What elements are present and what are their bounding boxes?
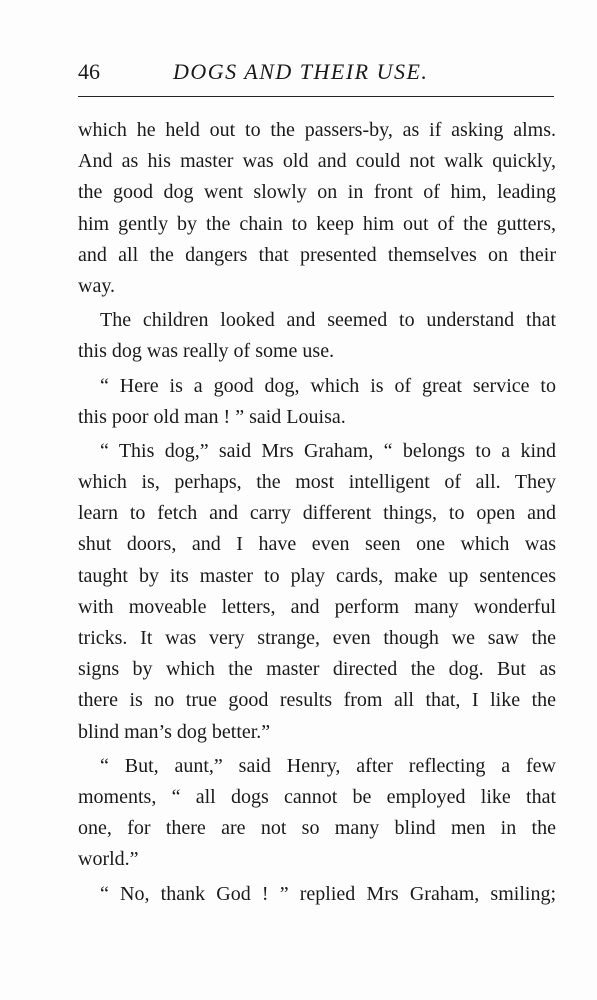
text-line: world.”	[78, 848, 139, 871]
text-line: moments, “ all dogs cannot be employed like that	[78, 785, 556, 808]
text-line: the good dog went slowly on in front of him, leading	[78, 181, 556, 204]
text-line: “ No, thank God ! ” replied Mrs Graham, smiling;	[100, 882, 556, 905]
text-line: him gently by the chain to keep him out of the gutters,	[78, 212, 556, 235]
text-line: with moveable letters, and perform many wonderful	[78, 595, 556, 618]
text-line: which he held out to the passers-by, as if asking alms.	[78, 119, 556, 141]
text-line: which is, perhaps, the most intelligent of all. They	[78, 471, 556, 494]
text-line: this dog was really of some use.	[78, 340, 335, 363]
text-line: this poor old man ! ” said Louisa.	[78, 405, 346, 428]
text-line: “ Here is a good dog, which is of great service to	[100, 374, 556, 397]
text-line: taught by its master to play cards, make up sentences	[78, 564, 556, 587]
text-line: “ This dog,” said Mrs Graham, “ belongs to a kind	[100, 439, 556, 462]
text-line: learn to fetch and carry different things, to open and	[78, 502, 556, 525]
text-line: and all the dangers that presented themselves on their	[78, 243, 556, 266]
running-title: DOGS AND THEIR USE.	[173, 59, 429, 84]
text-line: The children looked and seemed to understand that	[100, 309, 556, 332]
header-rule	[78, 96, 554, 97]
text-line: tricks. It was very strange, even though we saw the	[78, 627, 556, 649]
text-line: And as his master was old and could not walk quickly,	[78, 150, 556, 173]
text-line: one, for there are not so many blind men in the	[78, 817, 556, 840]
text-line: signs by which the master directed the dog. But as	[78, 658, 556, 681]
text-line: “ But, aunt,” said Henry, after reflecting a few	[100, 754, 556, 777]
text-line: blind man’s dog better.”	[78, 720, 271, 743]
page-header	[78, 58, 553, 88]
text-line: way.	[78, 274, 116, 297]
page-number: 46	[78, 59, 100, 84]
text-line: shut doors, and I have even seen one which was	[78, 533, 556, 556]
text-line: there is no true good results from all that, I like the	[78, 689, 556, 712]
body-text	[78, 115, 556, 910]
